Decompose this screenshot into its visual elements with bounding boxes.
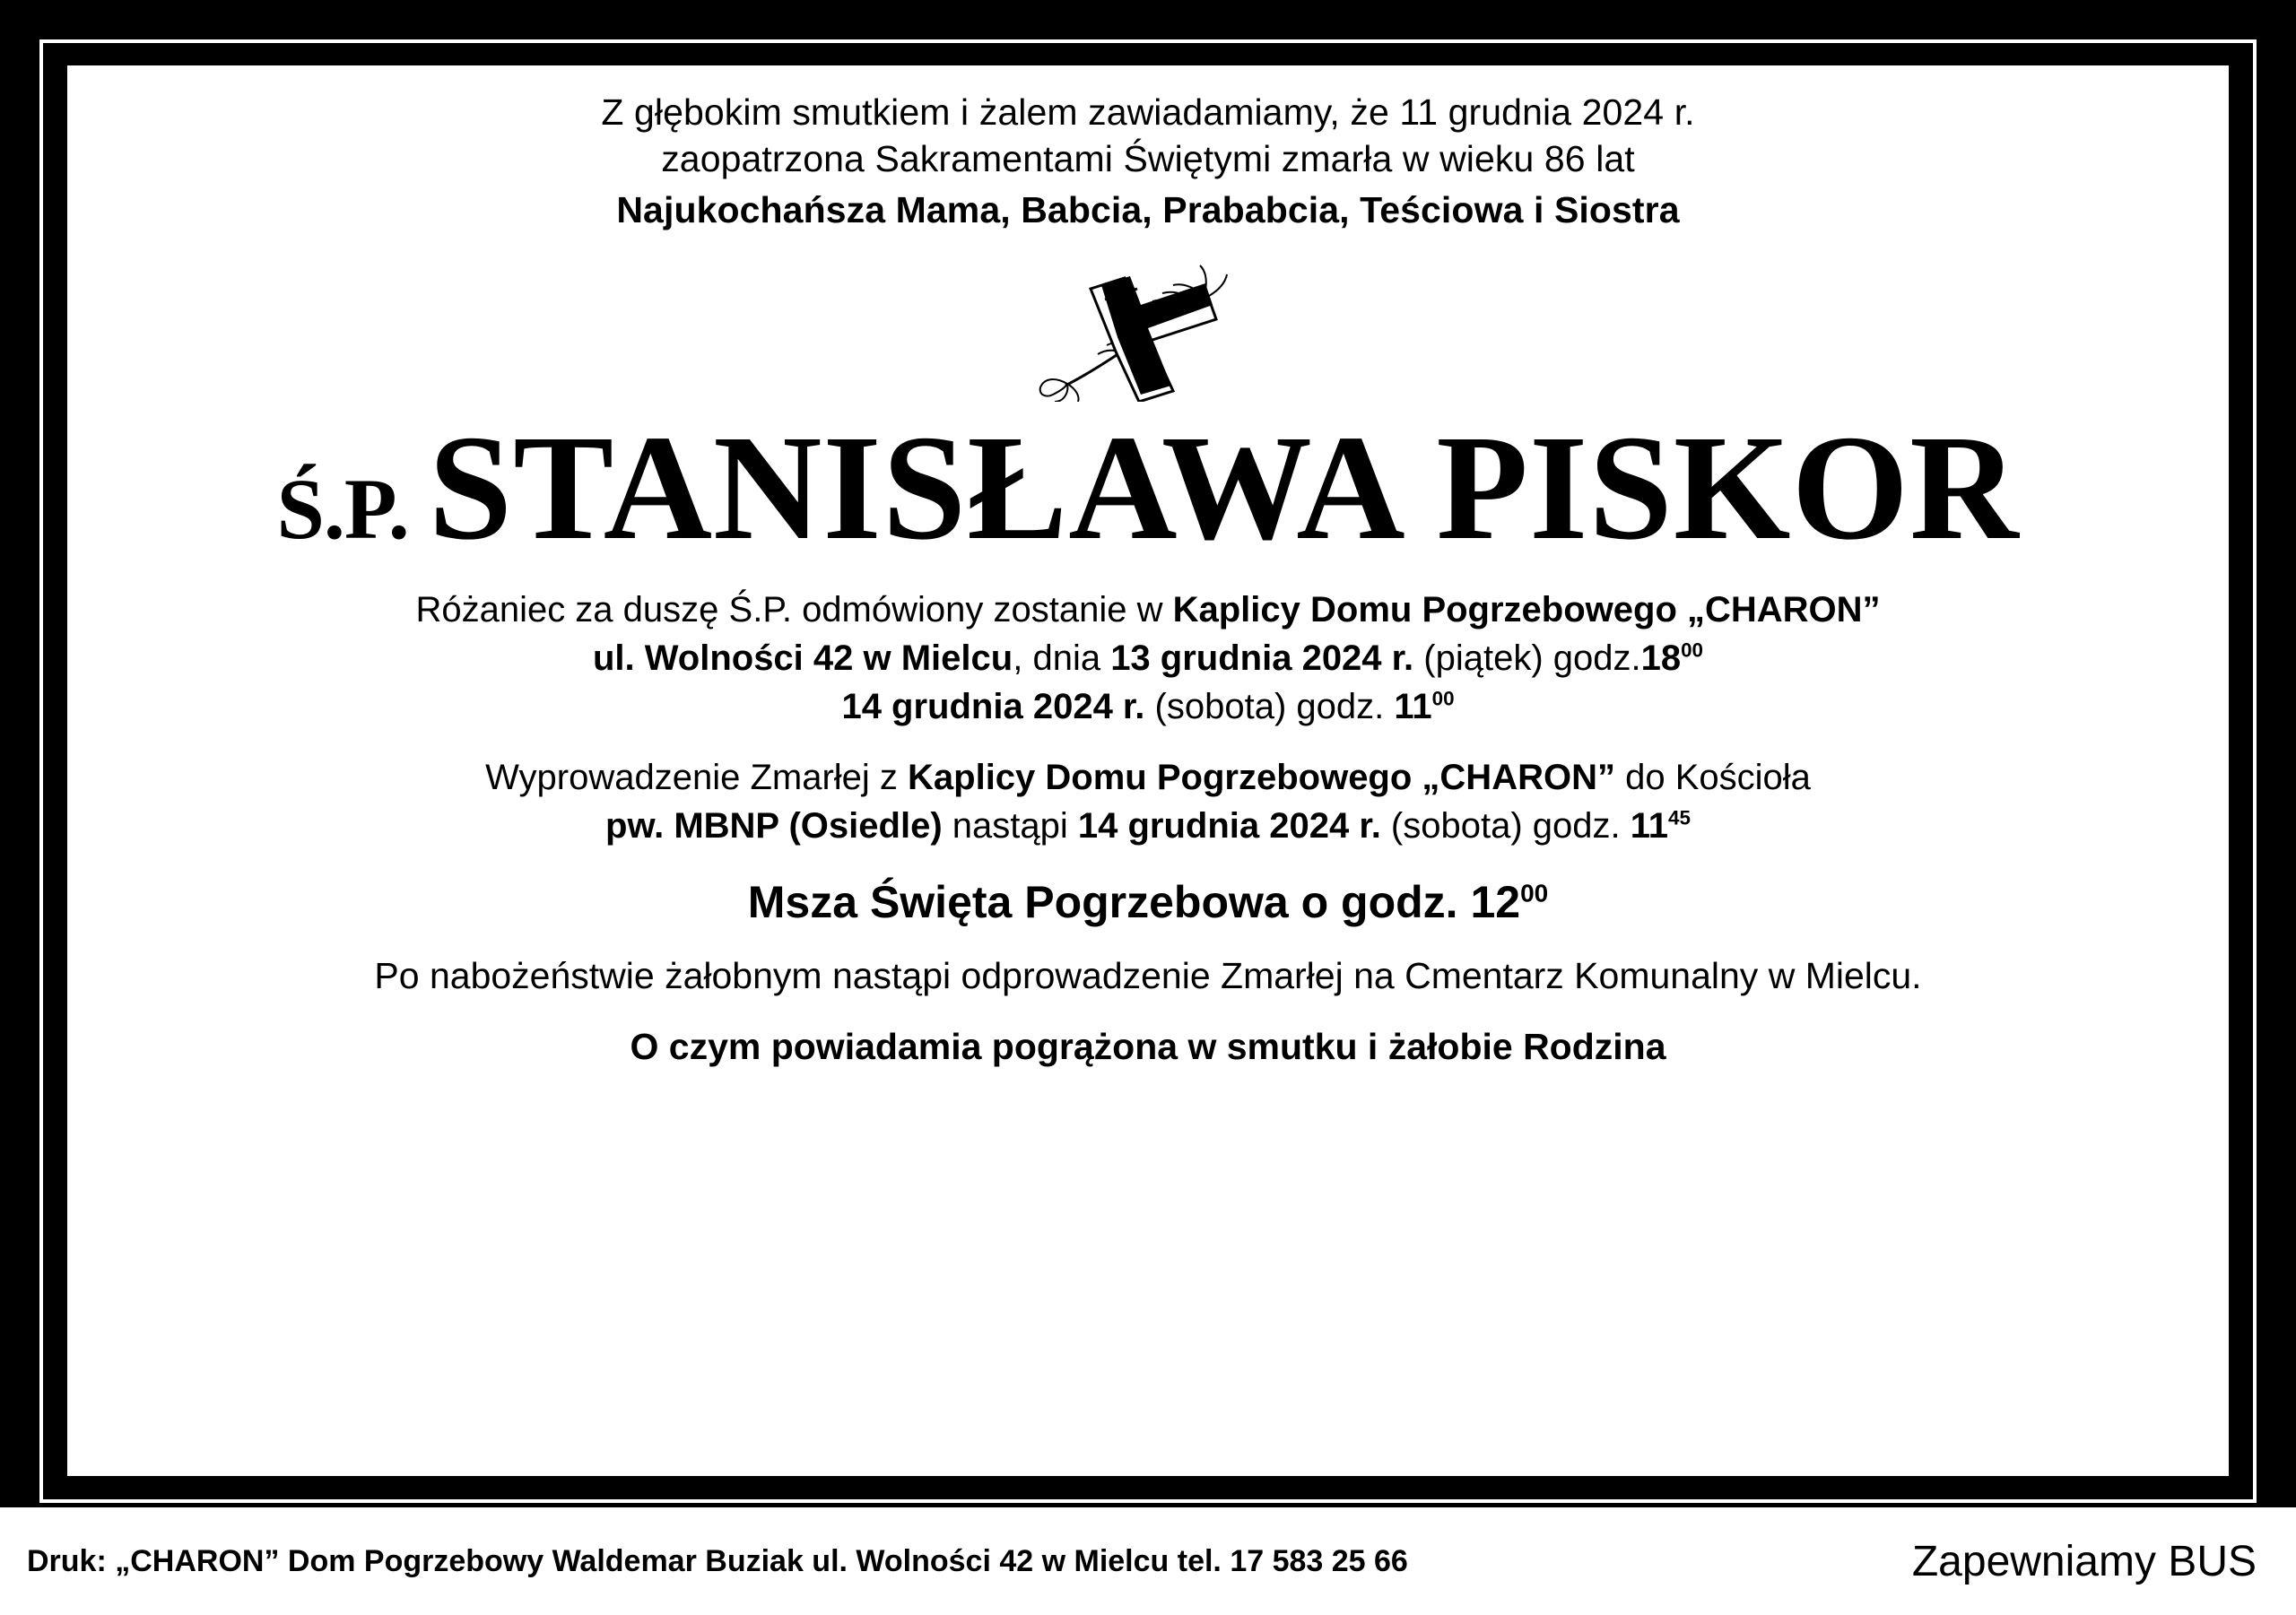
sp-prefix: Ś.P. — [276, 461, 409, 558]
procession-line-1-pre: Wyprowadzenie Zmarłej z — [485, 758, 909, 798]
rosary-line-1-chapel: Kaplicy Domu Pogrzebowego „CHARON” — [1172, 590, 1881, 630]
deceased-name-row — [103, 404, 2193, 572]
procession-block — [485, 754, 1811, 850]
procession-church: pw. MBNP (Osiedle) — [605, 805, 943, 846]
footer-bar — [0, 1507, 2296, 1615]
procession-hour: 11 — [1630, 805, 1669, 846]
rosary-date-2: 14 grudnia 2024 r. — [841, 686, 1145, 726]
rosary-line-2-mid: , dnia — [1013, 638, 1111, 678]
procession-line-1 — [485, 754, 1811, 803]
mass-text: Msza Święta Pogrzebowa o godz. 12 — [747, 877, 1521, 928]
family-line: O czym powiadamia pogrążona w smutku i żałobie Rodzina — [630, 1025, 1666, 1067]
notice-content-panel — [63, 61, 2233, 1480]
relations-line: Najukochańsza Mama, Babcia, Prababcia, Teściowa i Siostra — [616, 188, 1680, 230]
procession-hour-minutes: 45 — [1668, 806, 1691, 829]
cross-with-palm-icon — [1004, 258, 1292, 402]
rosary-line-3-mid: (sobota) godz. — [1144, 686, 1395, 726]
mass-minutes: 00 — [1520, 879, 1549, 907]
deceased-name: STANISŁAWA PISKOR — [428, 404, 2020, 572]
rosary-hour-2: 11 — [1394, 686, 1432, 726]
bus-note: Zapewniamy BUS — [1911, 1537, 2257, 1585]
rosary-line-2 — [415, 635, 1880, 683]
procession-line-2-mid: nastąpi — [942, 805, 1078, 846]
print-info: Druk: „CHARON” Dom Pogrzebowy Waldemar Buziak ul. Wolności 42 w Mielcu tel. 17 583 25 66 — [27, 1543, 1408, 1578]
rosary-date-1: 13 grudnia 2024 r. — [1110, 638, 1414, 678]
rosary-hour-1-minutes: 00 — [1681, 638, 1704, 662]
after-service-line: Po nabożeństwie żałobnym nastąpi odprowadzenie Zmarłej na Cmentarz Komunalny w Mielcu. — [374, 955, 1922, 997]
procession-line-2 — [485, 803, 1811, 851]
mass-line — [748, 873, 1548, 931]
procession-line-1-post: do Kościoła — [1614, 758, 1811, 798]
rosary-hour-2-minutes: 00 — [1431, 687, 1455, 710]
rosary-hour-1: 18 — [1640, 638, 1682, 678]
rosary-line-1 — [415, 586, 1880, 635]
intro-line-1: Z głębokim smutkiem i żalem zawiadamiamy, że 11 grudnia 2024 r. — [601, 91, 1695, 133]
rosary-line-1-pre: Różaniec za duszę Ś.P. odmówiony zostanie w — [415, 590, 1173, 630]
rosary-address: ul. Wolności 42 w Mielcu — [592, 638, 1013, 678]
intro-line-2: zaopatrzona Sakramentami Świętymi zmarła w wieku 86 lat — [661, 138, 1635, 180]
rosary-line-3 — [415, 683, 1880, 732]
procession-date: 14 grudnia 2024 r. — [1077, 805, 1381, 846]
rosary-block — [415, 586, 1880, 731]
rosary-line-2-mid2: (piątek) godz. — [1413, 638, 1641, 678]
procession-line-2-mid2: (sobota) godz. — [1380, 805, 1631, 846]
procession-chapel: Kaplicy Domu Pogrzebowego „CHARON” — [908, 758, 1615, 798]
